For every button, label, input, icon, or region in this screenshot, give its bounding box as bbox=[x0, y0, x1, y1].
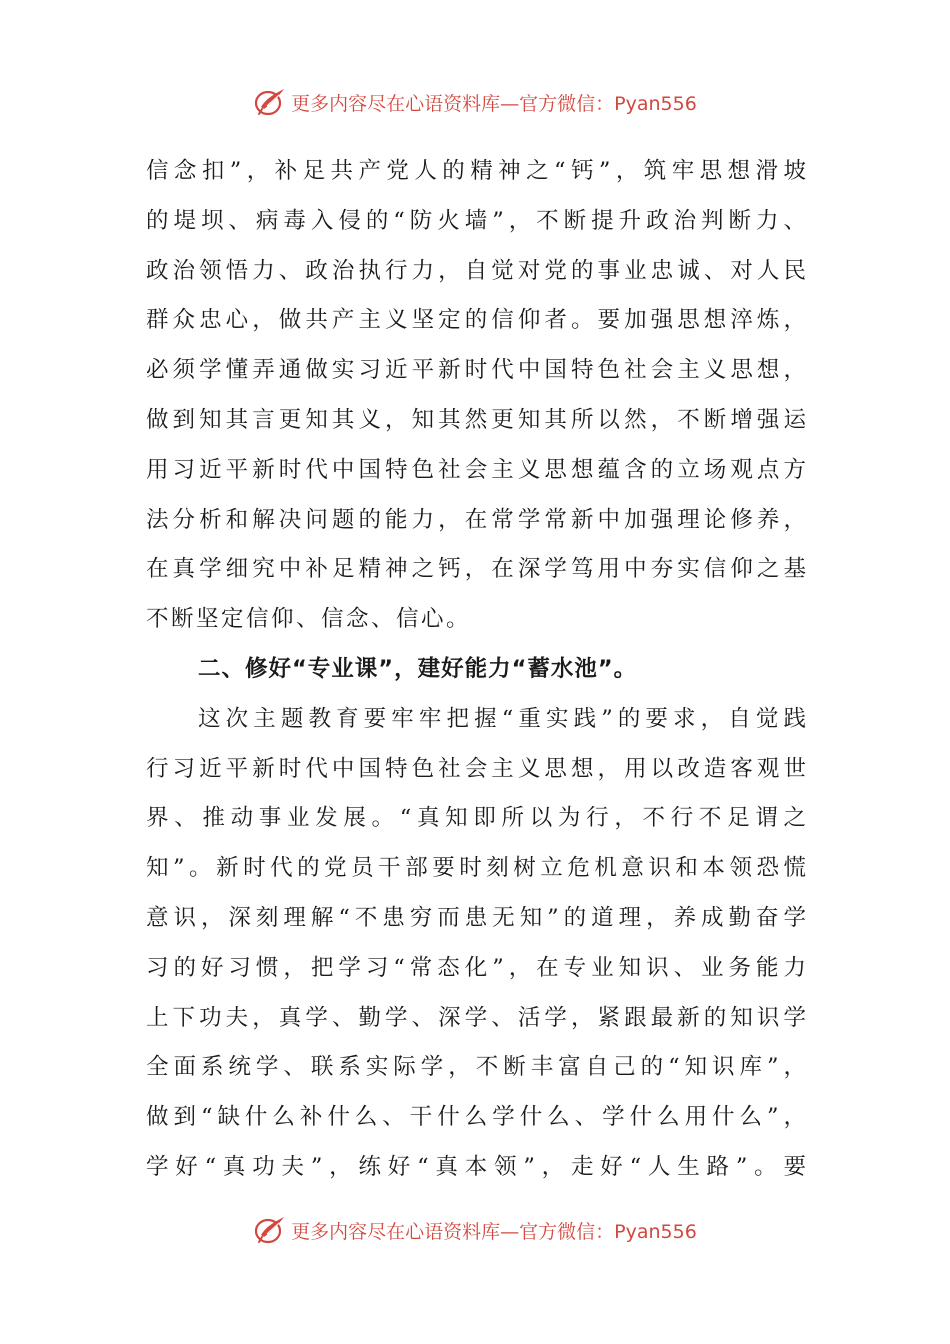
text-line: 行习近平新时代中国特色社会主义思想，用以改造客观世 bbox=[146, 755, 806, 782]
quill-logo-icon bbox=[253, 1213, 287, 1247]
watermark-text: 更多内容尽在心语资料库—官方微信：Pyan556 bbox=[291, 1220, 697, 1243]
text-line: 习的好习惯，把学习“常态化”，在专业知识、业务能力 bbox=[146, 954, 806, 981]
text-line: 不断坚定信仰、信念、信心。 bbox=[146, 606, 472, 633]
paragraph-1 bbox=[146, 147, 806, 645]
text-line: 群众忠心，做共产主义坚定的信仰者。要加强思想淬炼， bbox=[146, 307, 806, 334]
quill-logo-icon bbox=[253, 85, 287, 119]
text-line: 上下功夫，真学、勤学、深学、活学，紧跟最新的知识学 bbox=[146, 1004, 806, 1031]
watermark-header bbox=[0, 82, 950, 122]
section-heading: 二、修好“专业课”，建好能力“蓄水池”。 bbox=[198, 655, 638, 682]
text-line: 在真学细究中补足精神之钙，在深学笃用中夯实信仰之基 bbox=[146, 556, 806, 583]
paragraph-2 bbox=[146, 695, 806, 1193]
text-line: 学好“真功夫”，练好“真本领”，走好“人生路”。要 bbox=[146, 1153, 806, 1180]
watermark-footer bbox=[0, 1210, 950, 1250]
text-line: 信念扣”，补足共产党人的精神之“钙”，筑牢思想滑坡 bbox=[146, 158, 806, 184]
text-line: 必须学懂弄通做实习近平新时代中国特色社会主义思想， bbox=[146, 357, 806, 384]
text-line: 政治领悟力、政治执行力，自觉对党的事业忠诚、对人民 bbox=[146, 257, 806, 284]
watermark-text: 更多内容尽在心语资料库—官方微信：Pyan556 bbox=[291, 92, 697, 115]
wechat-id: Pyan556 bbox=[614, 92, 697, 115]
text-line: 意识，深刻理解“不患穷而患无知”的道理，养成勤奋学 bbox=[146, 904, 806, 931]
wechat-id: Pyan556 bbox=[614, 1220, 697, 1243]
text-line: 做到“缺什么补什么、干什么学什么、学什么用什么”， bbox=[146, 1104, 806, 1131]
text-line: 全面系统学、联系实际学，不断丰富自己的“知识库”， bbox=[146, 1054, 806, 1081]
document-body bbox=[146, 147, 806, 1193]
text-line: 界、推动事业发展。“真知即所以为行，不行不足谓之 bbox=[146, 805, 806, 832]
text-line: 法分析和解决问题的能力，在常学常新中加强理论修养， bbox=[146, 506, 806, 533]
text-line: 知”。新时代的党员干部要时刻树立危机意识和本领恐慌 bbox=[146, 855, 806, 882]
text-line: 做到知其言更知其义，知其然更知其所以然，不断增强运 bbox=[146, 406, 806, 433]
text-line: 这次主题教育要牢牢把握“重实践”的要求，自觉践 bbox=[198, 705, 806, 732]
text-line: 的堤坝、病毒入侵的“防火墙”，不断提升政治判断力、 bbox=[146, 207, 806, 234]
text-line: 用习近平新时代中国特色社会主义思想蕴含的立场观点方 bbox=[146, 456, 806, 483]
